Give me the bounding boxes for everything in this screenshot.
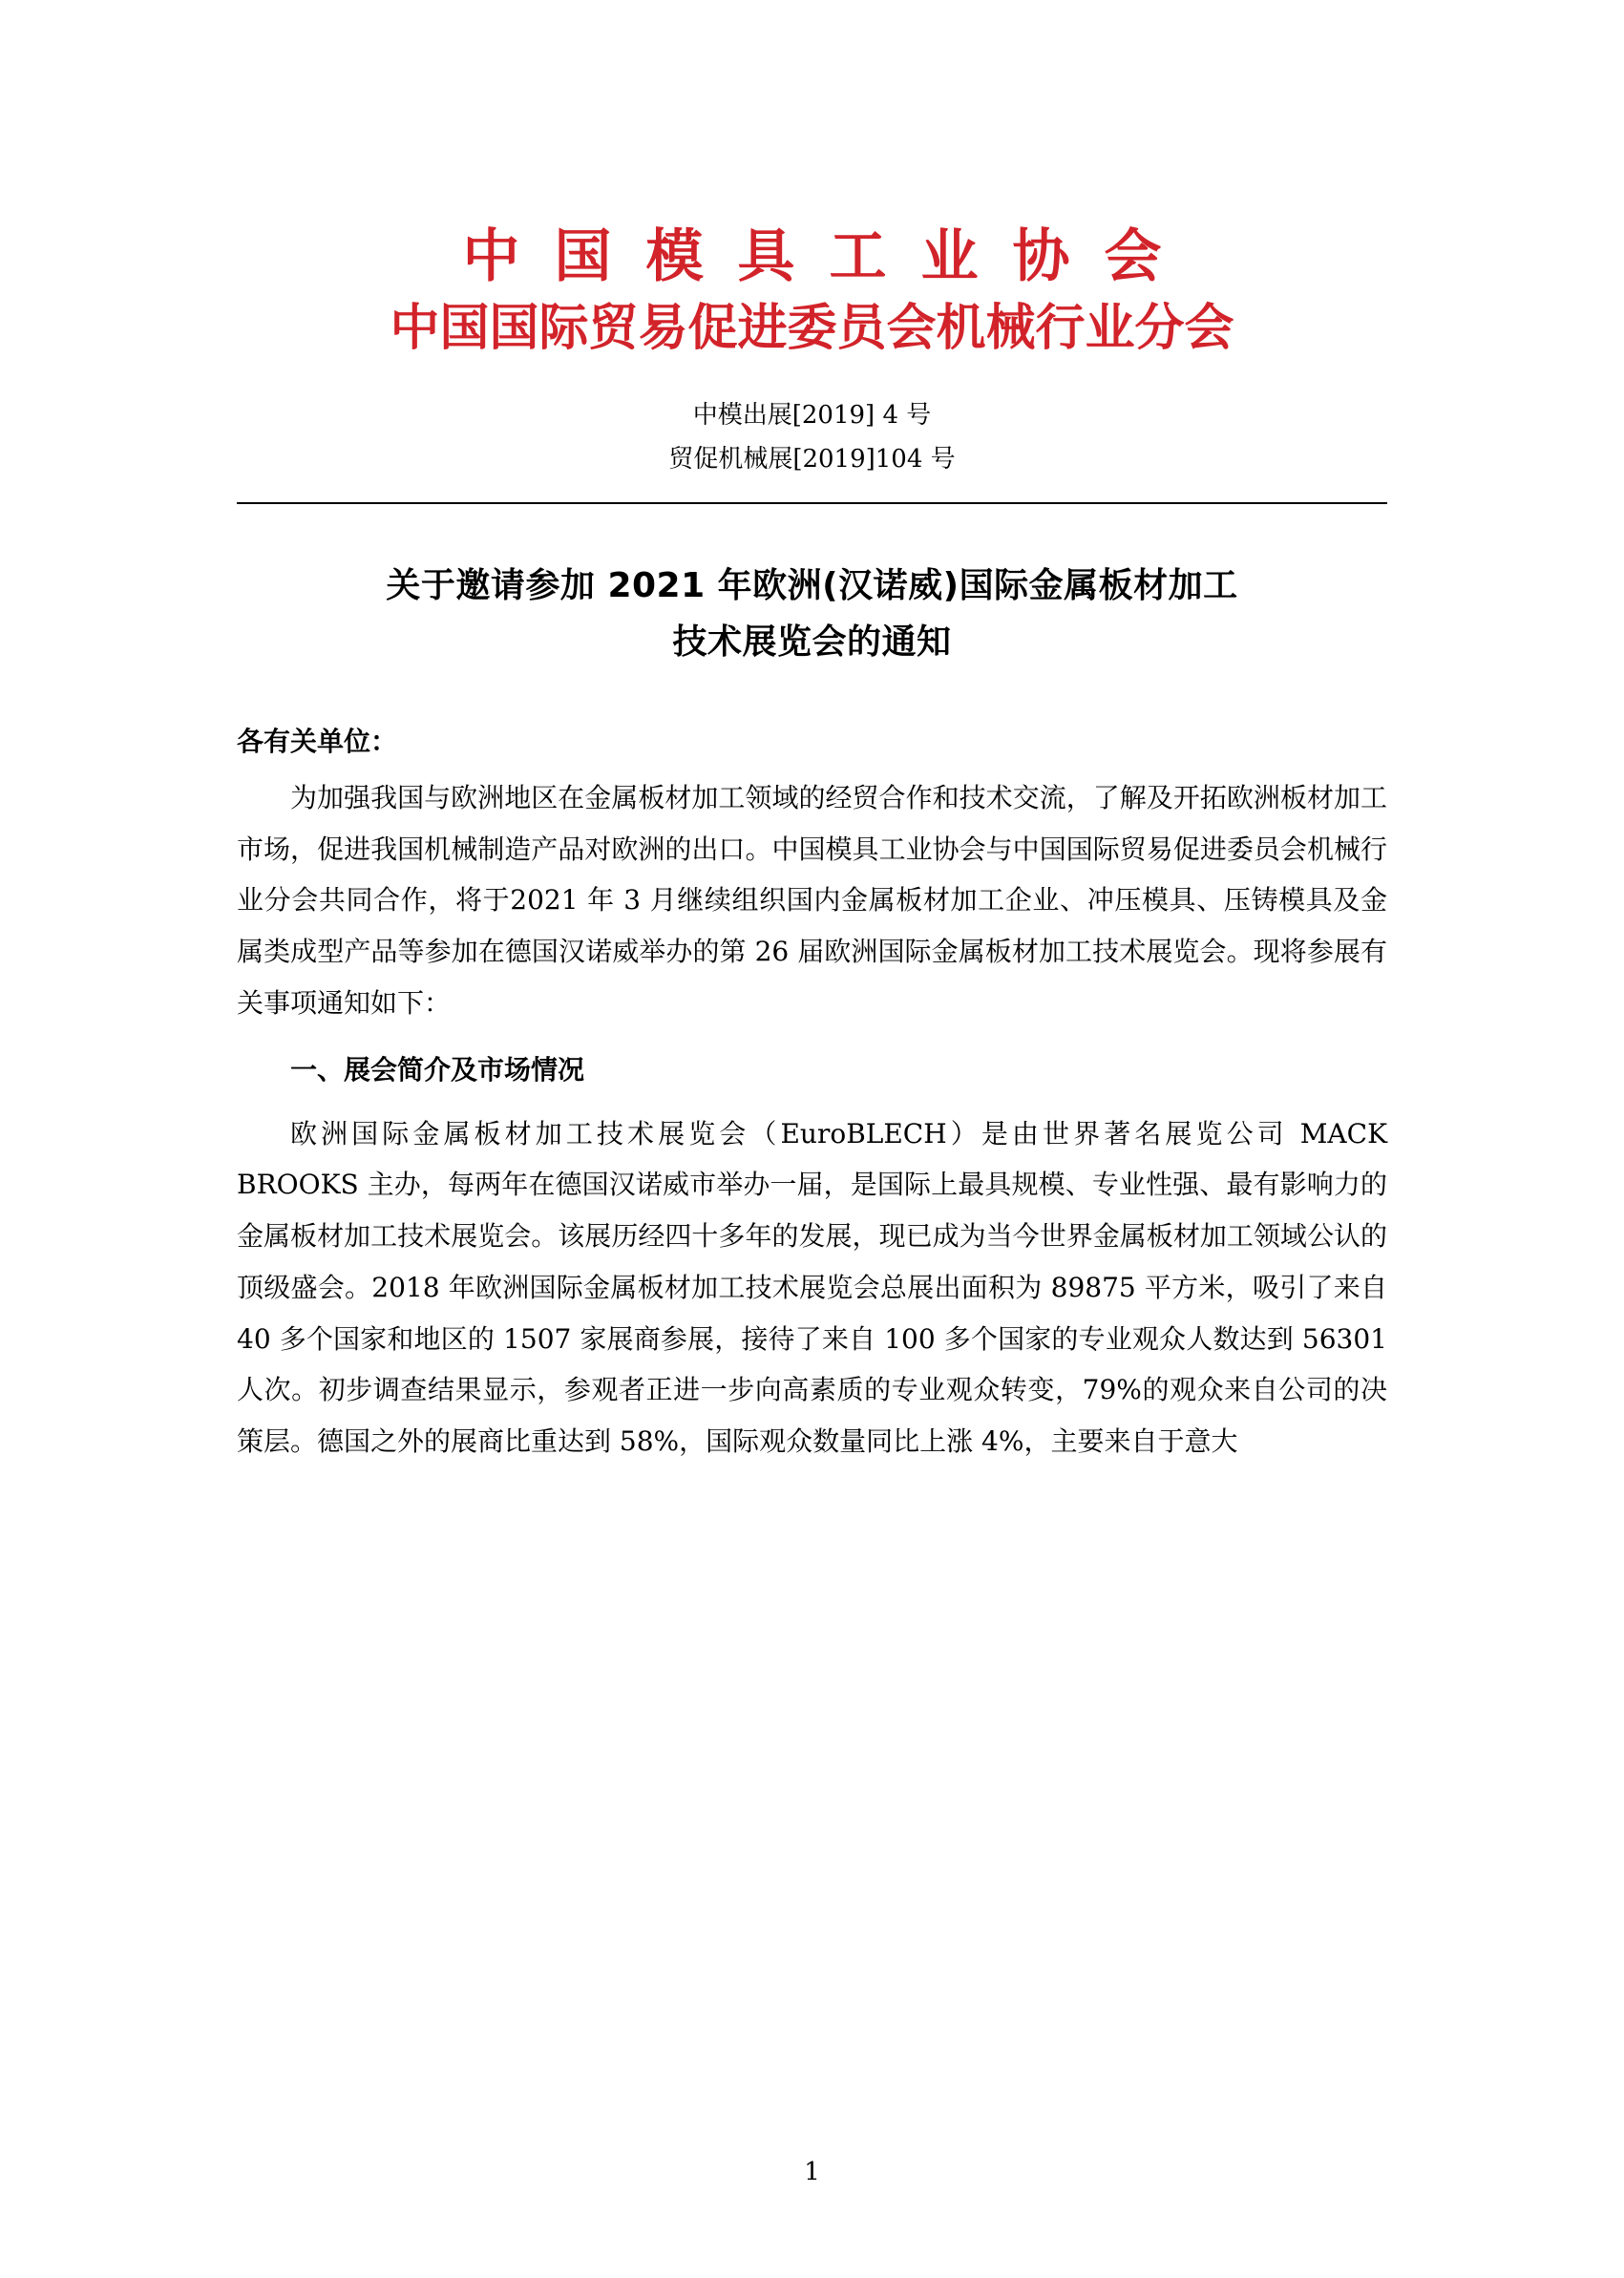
document-title-line-2: 技术展览会的通知	[672, 622, 952, 663]
document-number-primary: 中模出展[2019] 4 号	[692, 401, 932, 430]
document-title-line-1: 关于邀请参加 2021 年欧洲(汉诺威)国际金属板材加工	[386, 566, 1238, 605]
paragraph-intro: 为加强我国与欧洲地区在金属板材加工领域的经贸合作和技术交流，了解及开拓欧洲板材加工市场，促进我国机械制造产品对欧洲的出口。中国模具工业协会与中国国际贸易促进委员会机械行业分会共同合作，将于2021 年 3 月继续组织国内金属板材加工企业、冲压模具、压铸模具及金属类成型产品等参加在德国汉诺威举办的第 26 届欧洲国际金属板材加工技术展览会。现将参展有关事项通知如下：	[237, 781, 1387, 1019]
organization-name-primary: 中国模具工业协会	[462, 223, 1196, 290]
page-number: 1	[804, 2158, 820, 2186]
organization-name-secondary: 中国国际贸易促进委员会机械行业分会	[390, 300, 1234, 357]
header-divider-rule	[237, 502, 1387, 504]
section-heading-1: 一、展会简介及市场情况	[290, 1053, 585, 1086]
document-title	[237, 558, 1387, 671]
salutation: 各有关单位：	[237, 725, 398, 757]
document-reference-numbers	[237, 394, 1387, 481]
document-number-secondary: 贸促机械展[2019]104 号	[668, 444, 956, 474]
paragraph-exhibition-overview: 欧洲国际金属板材加工技术展览会（EuroBLECH）是由世界著名展览公司 MACK BROOKS 主办，每两年在德国汉诺威市举办一届，是国际上最具规模、专业性强、最有影响力的金属板材加工技术展览会。该展历经四十多年的发展，现已成为当今世界金属板材加工领域公认的顶级盛会。2018 年欧洲国际金属板材加工技术展览会总展出面积为 89875 平方米，吸引了来自 40 多个国家和地区的 1507 家展商参展，接待了来自 100 多个国家的专业观众人数达到 56301 人次。初步调查结果显示，参观者正进一步向高素质的专业观众转变，79%的观众来自公司的决策层。德国之外的展商比重达到 58%，国际观众数量同比上涨 4%，主要来自于意大	[237, 1117, 1415, 1458]
letterhead	[237, 0, 1387, 360]
